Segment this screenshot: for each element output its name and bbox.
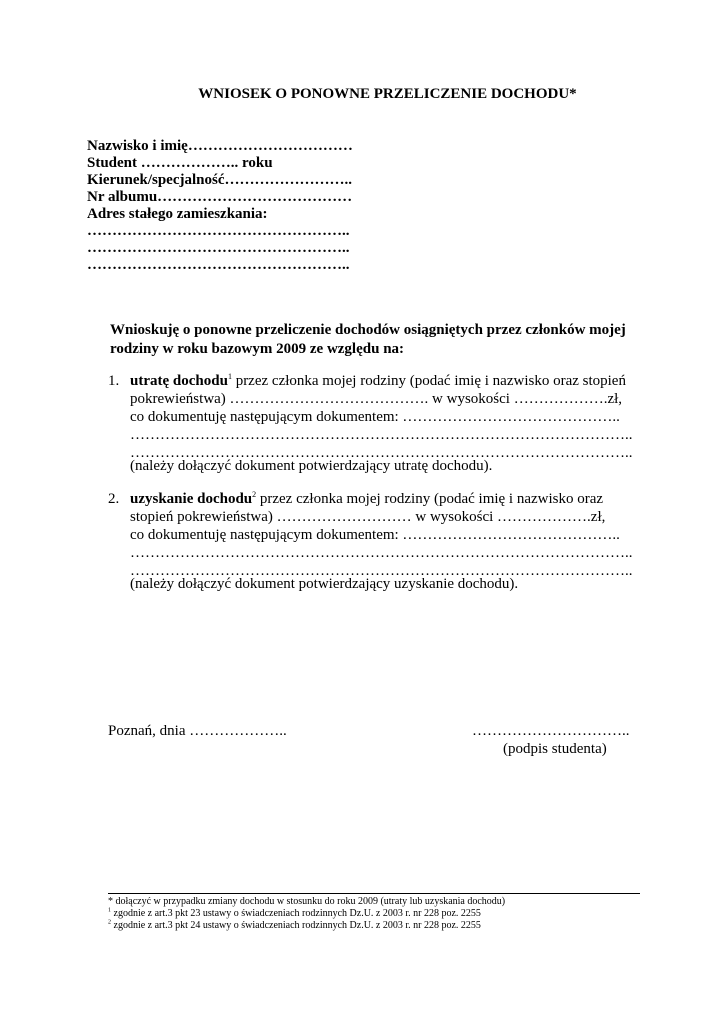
- footnote-ref: 2: [252, 490, 257, 499]
- item-keyword: utratę dochodu: [130, 373, 228, 389]
- item-text: przez członka mojej rodziny (podać imię i nazwisko oraz stopień: [231, 373, 626, 389]
- footnote-ref: 1: [227, 372, 232, 381]
- album-number-field: Nr albumu…………………………………: [87, 189, 353, 205]
- signature-label: (podpis studenta): [503, 741, 607, 757]
- footnote-1-text: zgodnie z art.3 pkt 23 ustawy o świadczeniach rodzinnych Dz.U. z 2003 r. nr 228 poz. 2255: [111, 908, 481, 919]
- footnote-2-text: zgodnie z art.3 pkt 24 ustawy o świadczeniach rodzinnych Dz.U. z 2003 r. nr 228 poz. 2255: [111, 920, 481, 931]
- item-1-line-2: pokrewieństwa) …………………………………. w wysokości ……………….zł,: [130, 391, 623, 407]
- footnote-star: * dołączyć w przypadku zmiany dochodu w stosunku do roku 2009 (utraty lub uzyskania dochodu): [108, 896, 506, 907]
- item-1-line-4: ………………………………………………………………………………………..: [130, 427, 633, 443]
- item-1-first-line: [108, 372, 626, 390]
- item-number: 2.: [108, 491, 120, 507]
- document-title: WNIOSEK O PONOWNE PRZELICZENIE DOCHODU*: [198, 86, 577, 102]
- footnote-2-mark: 2: [108, 919, 111, 926]
- name-field: Nazwisko i imię……………………………: [87, 138, 353, 154]
- item-1-line-3: co dokumentuję następującym dokumentem: ……………………………………..: [130, 409, 620, 425]
- footnote-1-mark: 1: [108, 907, 111, 914]
- address-line-2: ……………………………………………..: [87, 240, 350, 256]
- footnote-2: [108, 920, 481, 932]
- intro-line-2: rodziny w roku bazowym 2009 ze względu na:: [110, 341, 405, 357]
- item-keyword: uzyskanie dochodu: [130, 491, 253, 507]
- footnote-divider: [108, 893, 640, 894]
- item-1-note: (należy dołączyć dokument potwierdzający utratę dochodu).: [130, 458, 493, 474]
- signature-dots: …………………………..: [472, 723, 630, 739]
- item-number: 1.: [108, 373, 120, 389]
- item-2-line-3: co dokumentuję następującym dokumentem: ……………………………………..: [130, 527, 620, 543]
- student-year-field: Student ……………….. roku: [87, 155, 273, 171]
- item-2-line-2: stopień pokrewieństwa) ……………………… w wysokości ……………….zł,: [130, 509, 606, 525]
- intro-line-1: Wnioskuję o ponowne przeliczenie dochodów osiągniętych przez członków mojej: [110, 322, 626, 338]
- place-date: Poznań, dnia ………………..: [108, 723, 287, 739]
- item-1-line-5: ………………………………………………………………………………………..: [130, 445, 633, 461]
- address-line-3: ……………………………………………..: [87, 257, 350, 273]
- item-text: przez członka mojej rodziny (podać imię i nazwisko oraz: [256, 491, 604, 507]
- item-2-note: (należy dołączyć dokument potwierdzający uzyskanie dochodu).: [130, 576, 519, 592]
- item-2-line-4: ………………………………………………………………………………………..: [130, 545, 633, 561]
- footnote-1: [108, 908, 481, 920]
- item-2-line-5: ………………………………………………………………………………………..: [130, 563, 633, 579]
- address-label: Adres stałego zamieszkania:: [87, 206, 268, 222]
- item-2-first-line: [108, 490, 603, 508]
- address-line-1: ……………………………………………..: [87, 223, 350, 239]
- major-field: Kierunek/specjalność……………………..: [87, 172, 352, 188]
